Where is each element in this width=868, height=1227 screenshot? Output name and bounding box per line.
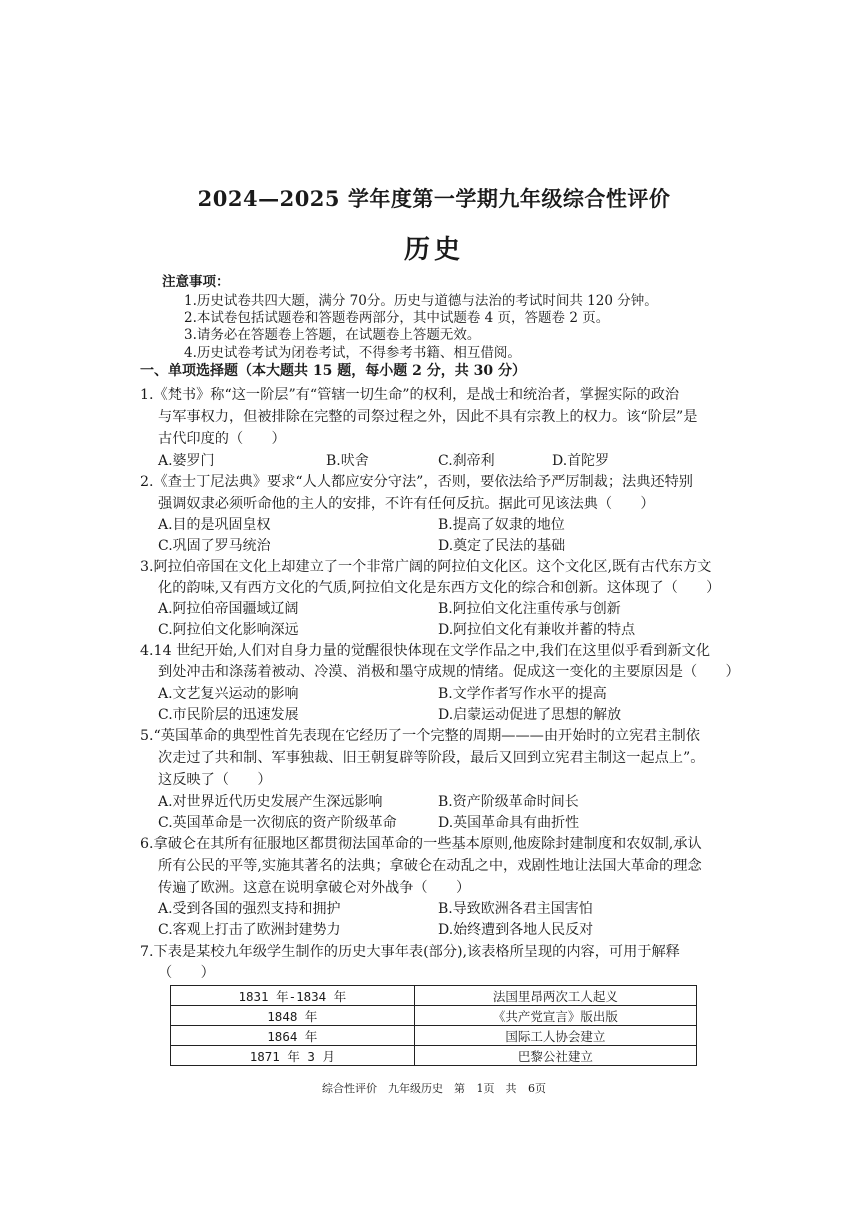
events-table <box>170 985 697 1066</box>
table-cell-year: 1848 年 <box>171 1006 415 1026</box>
question-2-option-c: C.巩固了罗马统治 <box>158 538 271 554</box>
question-4-option-c: C.市民阶层的迅速发展 <box>158 707 299 723</box>
question-4-line: 4.14 世纪开始,人们对自身力量的觉醒很快体现在文学作品之中,我们在这里似乎看到新文化 <box>140 643 711 659</box>
table-cell-event: 《共产党宣言》版出版 <box>414 1006 696 1026</box>
question-6-line: 6.拿破仑在其所有征服地区都贯彻法国革命的一些基本原则,他废除封建制度和农奴制,承认 <box>140 836 702 852</box>
question-3-option-d: D.阿拉伯文化有兼收并蓄的特点 <box>438 622 636 638</box>
notice-item: 3.请务必在答题卷上答题，在试题卷上答题无效。 <box>184 327 481 343</box>
page-footer: 综合性评价 九年级历史 第 1页 共 6页 <box>322 1082 546 1095</box>
question-5-option-a: A.对世界近代历史发展产生深远影响 <box>158 794 383 810</box>
table-cell-event: 巴黎公社建立 <box>414 1046 696 1066</box>
question-1-option-d: D.首陀罗 <box>552 453 610 469</box>
notice-item: 4.历史试卷考试为闭卷考试，不得参考书籍、相互借阅。 <box>184 345 521 361</box>
notice-item: 2.本试卷包括试题卷和答题卷两部分，其中试题卷 4 页，答题卷 2 页。 <box>184 310 610 326</box>
table-row <box>171 1006 697 1026</box>
question-1-option-a: A.婆罗门 <box>158 453 215 469</box>
table-cell-year: 1864 年 <box>171 1026 415 1046</box>
question-3-option-c: C.阿拉伯文化影响深远 <box>158 622 299 638</box>
question-6-line: 所有公民的平等,实施其著名的法典；拿破仑在动乱之中，戏剧性地让法国大革命的理念 <box>158 858 702 874</box>
question-4-line: 到处冲击和涤荡着被动、冷漠、消极和墨守成规的情绪。促成这一变化的主要原因是（ ） <box>158 664 740 680</box>
question-2-line: 强调奴隶必须听命他的主人的安排，不许有任何反抗。据此可见该法典（ ） <box>158 496 655 512</box>
question-2-option-d: D.奠定了民法的基础 <box>438 538 566 554</box>
question-5-option-c: C.英国革命是一次彻底的资产阶级革命 <box>158 815 397 831</box>
question-3-line: 3.阿拉伯帝国在文化上却建立了一个非常广阔的阿拉伯文化区。这个文化区,既有古代东方文 <box>140 559 712 575</box>
question-7-line: （ ） <box>158 965 215 981</box>
table-row <box>171 1046 697 1066</box>
question-6-option-d: D.始终遭到各地人民反对 <box>438 922 594 938</box>
section-heading: 一、单项选择题（本大题共 15 题，每小题 2 分，共 30 分） <box>140 363 526 379</box>
table-cell-event: 国际工人协会建立 <box>414 1026 696 1046</box>
question-4-option-a: A.文艺复兴运动的影响 <box>158 686 299 702</box>
question-6-option-c: C.客观上打击了欧洲封建势力 <box>158 922 341 938</box>
question-6-line: 传遍了欧洲。这意在说明拿破仑对外战争（ ） <box>158 880 471 896</box>
question-7-line: 7.下表是某校九年级学生制作的历史大事年表(部分),该表格所呈现的内容，可用于解释 <box>140 944 680 960</box>
question-2-line: 2.《查士丁尼法典》要求“人人都应安分守法”，否则，要依法给予严厉制裁；法典还特别 <box>140 474 693 490</box>
question-3-line: 化的韵味,又有西方文化的气质,阿拉伯文化是东西方文化的综合和创新。这体现了（ ） <box>158 580 721 596</box>
question-6-option-a: A.受到各国的强烈支持和拥护 <box>158 901 341 917</box>
question-5-line: 这反映了（ ） <box>158 772 272 788</box>
question-3-option-b: B.阿拉伯文化注重传承与创新 <box>438 601 621 617</box>
question-4-option-b: B.文学作者写作水平的提高 <box>438 686 607 702</box>
question-1-line: 与军事权力，但被排除在完整的司祭过程之外，因此不具有宗教上的权力。该“阶层”是 <box>158 409 698 425</box>
table-row <box>171 1026 697 1046</box>
question-5-option-d: D.英国革命具有曲折性 <box>438 815 580 831</box>
table-cell-year: 1871 年 3 月 <box>171 1046 415 1066</box>
table-cell-event: 法国里昂两次工人起义 <box>414 986 696 1006</box>
question-5-line: 5.“英国革命的典型性首先表现在它经历了一个完整的周期———由开始时的立宪君主制依 <box>140 728 700 744</box>
question-3-option-a: A.阿拉伯帝国疆域辽阔 <box>158 601 299 617</box>
question-1-option-b: B.吠舍 <box>326 453 369 469</box>
question-1-line: 古代印度的（ ） <box>158 431 286 447</box>
table-cell-year: 1831 年-1834 年 <box>171 986 415 1006</box>
question-1-option-c: C.刹帝利 <box>438 453 495 469</box>
question-6-option-b: B.导致欧洲各君主国害怕 <box>438 901 593 917</box>
question-2-option-b: B.提高了奴隶的地位 <box>438 517 565 533</box>
question-4-option-d: D.启蒙运动促进了思想的解放 <box>438 707 622 723</box>
question-1-line: 1.《梵书》称“这一阶层”有“管辖一切生命”的权利，是战士和统治者，掌握实际的政治 <box>140 387 680 403</box>
question-5-line: 次走过了共和制、军事独裁、旧王朝复辟等阶段，最后又回到立宪君主制这一起点上”。 <box>158 750 705 766</box>
exam-title: 2024—2025 学年度第一学期九年级综合性评价 <box>197 186 671 211</box>
table-row <box>171 986 697 1006</box>
notice-heading: 注意事项： <box>162 274 230 290</box>
notice-item: 1.历史试卷共四大题，满分 70分。历史与道德与法治的考试时间共 120 分钟。 <box>184 293 658 309</box>
subject-heading: 历史 <box>403 235 464 265</box>
question-5-option-b: B.资产阶级革命时间长 <box>438 794 579 810</box>
question-2-option-a: A.目的是巩固皇权 <box>158 517 271 533</box>
